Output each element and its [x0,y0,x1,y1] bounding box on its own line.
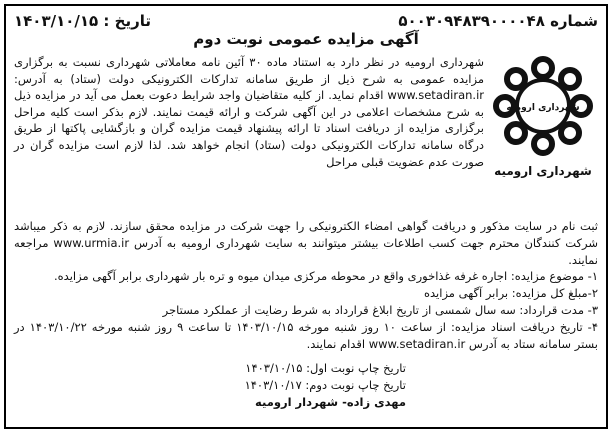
notice-date: تاریخ : ۱۴۰۳/۱۰/۱۵ [14,12,151,30]
list-item: ۱- موضوع مزایده: اجاره غرفه غذاخوری واقع در محوطه مرکزی میدان میوه و تره بار شهرداری برابر آگهی مزایده. [53,269,598,284]
logo-caption: شهرداری ارومیه [494,164,592,178]
setad-link[interactable]: www.setadiran.ir [387,88,484,103]
lead-paragraph [14,54,484,170]
body-section [14,218,598,352]
list-item: ۳- مدت قرارداد: سه سال شمسی از تاریخ ابلاغ قرارداد به شرط رضایت از عملکرد مستاجر [162,302,598,317]
first-print-date: تاریخ چاپ نوبت اول: ۱۴۰۳/۱۰/۱۵ [245,361,406,375]
notice-title: آگهی مزایده عمومی نوبت دوم [193,30,419,48]
body-text-2: مراجعه نمایند. [14,235,598,267]
notice-frame [4,4,608,429]
list-item: ۴- تاریخ دریافت اسناد مزایده: از ساعت ۱۰ روز شنبه مورخه ۱۴۰۳/۱۰/۱۵ تا ساعت ۹ روز شنبه مورخه ۱۴۰۳/۱۰/۲۲ در بستر سامانه ستاد به آدرس www.setadiran.ir اقدام نمایند. [14,319,599,351]
second-print-date: تاریخ چاپ نوبت دوم: ۱۴۰۳/۱۰/۱۷ [244,378,406,392]
lead-text-2: اقدام نماید. از کلیه متقاضیان واجد شرایط دعوت بعمل می آید در مزایده ذیل به شرح مشخصات اعلامی در این آگهی شرکت و ارائه قیمت نمایند. لازم بذکر است کلیه مراحل برگزاری مزایده از دریافت اسناد تا ارائه پیشنهاد قیمت مزایده گران و بازگشایی پاکتها از طریق درگاه سامانه تدارکات الکترونیکی دولت (ستاد) انجام خواهد شد. لذا لازم است مزایده گران در صورت عدم عضویت قبلی مراحل [14,88,484,169]
emblem-text: شهرداری ارومیه [506,103,580,113]
municipality-logo [488,54,598,184]
municipality-emblem-icon [491,54,595,158]
signer: مهدی زاده- شهردار ارومیه [255,395,406,409]
urmia-link[interactable]: www.urmia.ir [53,235,130,250]
body-paragraph [14,218,598,268]
notice-number: شماره ۵۰۰۳۰۹۴۸۳۹۰۰۰۰۴۸ [398,12,598,30]
lead-text-1: شهرداری ارومیه در نظر دارد به استناد ماده ۳۰ آئین نامه معاملاتی شهرداری نسبت به برگزاری مزایده عمومی به شرح ذیل از طریق سامانه تدارکات الکترونیکی دولت (ستاد) به آدرس: [14,55,484,86]
body-text-1: ثبت نام در سایت مذکور و دریافت گواهی امضاء الکترونیکی را جهت شرکت در مزایده محقق سازند. لازم به ذکر میباشد شرکت کنندگان محترم جهت کسب اطلاعات بیشتر میتوانند به سایت شهرداری ارومیه به آدرس [14,219,598,250]
header-row [14,10,598,32]
footer [206,360,406,411]
list-item: ۲-مبلغ کل مزایده: برابر آگهی مزایده [424,286,598,301]
